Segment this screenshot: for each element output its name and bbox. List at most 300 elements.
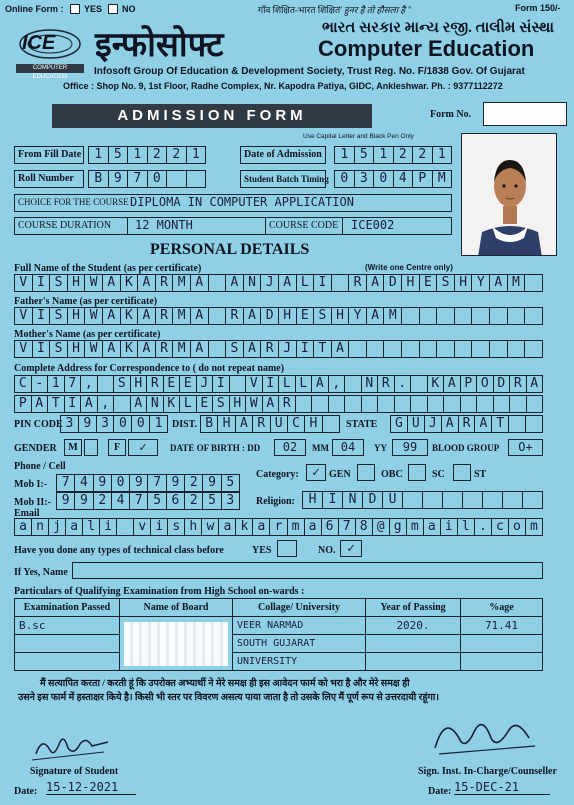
addr2-char: L	[180, 396, 197, 412]
roll-number-char: 9	[109, 171, 129, 187]
incharge-signature	[425, 708, 545, 764]
addr1-char: L	[296, 376, 313, 392]
mob1-label: Mob I:-	[14, 479, 48, 490]
addr1-char: P	[461, 376, 478, 392]
declaration-line-2: उसने इस फार्म में हस्ताक्षर किये है। किसी भी स्तर पर विवरण असत्य पाया जाता है तो उसके लिए मैं पूर्ण रूप से उत्तरदायी रहूंगा।	[18, 693, 439, 703]
university-line-2[interactable]: SOUTH GUJARAT	[233, 635, 366, 653]
mother-char: W	[85, 341, 103, 357]
full-name-char: M	[508, 275, 526, 291]
code-value-divider	[342, 218, 343, 234]
student-date-value[interactable]: 15-12-2021	[46, 780, 136, 795]
dist-char	[323, 416, 339, 432]
addr2-char	[312, 396, 329, 412]
fill-date-digit: 2	[167, 147, 187, 163]
admission-date-digit: 2	[413, 147, 433, 163]
addr2-char: P	[15, 396, 32, 412]
addr2-char	[494, 396, 511, 412]
col-year: Year of Passing	[366, 599, 461, 617]
percentage-cell[interactable]	[461, 635, 543, 653]
admission-date-digit: 1	[437, 147, 446, 162]
full-name-field[interactable]	[14, 274, 543, 292]
state-char	[526, 416, 542, 432]
admission-date-digit: 2	[394, 147, 414, 163]
state-char: A	[475, 416, 492, 432]
mob1-char: 5	[226, 475, 235, 490]
full-name-char: Y	[472, 275, 490, 291]
state-char: R	[459, 416, 476, 432]
exam-passed-cell[interactable]	[15, 635, 120, 653]
incharge-date-value[interactable]: 15-DEC-21	[454, 780, 550, 795]
online-no-checkbox[interactable]	[108, 4, 118, 14]
addr2-char: T	[48, 396, 65, 412]
mother-char: A	[332, 341, 350, 357]
father-char: D	[261, 308, 279, 324]
religion-char: N	[343, 492, 363, 508]
addr2-char	[444, 396, 461, 412]
state-char: U	[408, 416, 425, 432]
roll-number-field[interactable]	[88, 170, 206, 188]
mother-char: A	[138, 341, 156, 357]
online-yes-label: YES	[84, 4, 103, 14]
email-char: i	[100, 519, 117, 535]
mob2-char: 6	[167, 493, 185, 509]
full-name-char: S	[437, 275, 455, 291]
father-char: V	[15, 308, 33, 324]
addr2-char: N	[147, 396, 164, 412]
mother-char	[508, 341, 526, 357]
addr2-char	[411, 396, 428, 412]
state-char: A	[442, 416, 459, 432]
dist-label: DIST.	[172, 419, 198, 430]
full-name-char	[332, 275, 350, 291]
gender-label: GENDER	[14, 443, 57, 454]
dob-dd-field[interactable]: 02	[274, 439, 306, 456]
course-duration-row	[14, 217, 452, 235]
father-char: A	[103, 308, 121, 324]
address-line-1-field[interactable]	[14, 375, 543, 393]
email-char: .	[475, 519, 492, 535]
father-char: A	[244, 308, 262, 324]
university-line-3[interactable]: UNIVERSITY	[233, 653, 366, 671]
state-field[interactable]	[390, 415, 543, 433]
fill-date-digit: 2	[148, 147, 168, 163]
mob2-char: 4	[112, 493, 130, 509]
father-char: E	[297, 308, 315, 324]
batch-timing-char: 3	[355, 171, 375, 187]
addr1-char: 7	[65, 376, 82, 392]
code-divider	[265, 218, 266, 234]
percentage-cell[interactable]: 71.41	[461, 617, 543, 635]
addr2-char	[114, 396, 131, 412]
father-char: A	[367, 308, 385, 324]
percentage-cell[interactable]	[461, 653, 543, 671]
qualification-row	[15, 635, 543, 653]
fill-date-field[interactable]	[88, 146, 206, 164]
email-char: k	[236, 519, 253, 535]
mother-char	[402, 341, 420, 357]
mother-char: V	[15, 341, 33, 357]
mob1-field[interactable]	[56, 474, 240, 492]
addr1-char: R	[147, 376, 164, 392]
admission-date-field[interactable]	[334, 146, 452, 164]
father-char	[402, 308, 420, 324]
mob1-char: 9	[130, 475, 148, 491]
pin-char: 9	[79, 416, 97, 432]
full-name-char: E	[420, 275, 438, 291]
pin-char: 1	[154, 416, 163, 431]
course-choice-label: CHOICE FOR THE COURSE	[18, 197, 129, 207]
student-signature-label: Signature of Student	[30, 766, 119, 777]
father-char: A	[191, 308, 209, 324]
category-obc-checkbox[interactable]	[357, 464, 375, 481]
full-name-char: A	[103, 275, 121, 291]
addr1-char: .	[395, 376, 412, 392]
email-char: 7	[339, 519, 356, 535]
exam-passed-cell[interactable]: B.sc	[15, 617, 120, 635]
full-name-char: S	[50, 275, 68, 291]
student-signature	[28, 728, 118, 764]
category-sc-checkbox[interactable]	[408, 464, 426, 481]
dist-char: A	[236, 416, 253, 432]
dist-char: U	[271, 416, 288, 432]
brand-gujarati: ભારત સરકાર માન્ય રજી. તાલીમ સંસ્થા	[322, 20, 555, 36]
slogan-hindi: " हुनर है तो हौसला है "	[338, 5, 412, 15]
course-choice-value: DIPLOMA IN COMPUTER APPLICATION	[130, 195, 354, 209]
addr2-char: S	[213, 396, 230, 412]
category-obc-label: OBC	[381, 469, 403, 480]
fill-date-label: From Fill Date	[14, 146, 84, 164]
col-exam: Examination Passed	[15, 599, 120, 617]
addr1-char: ,	[329, 376, 346, 392]
email-char: a	[15, 519, 32, 535]
full-name-char: L	[297, 275, 315, 291]
if-yes-field[interactable]	[72, 562, 543, 579]
addr1-char: 1	[48, 376, 65, 392]
father-char	[209, 308, 227, 324]
email-char: 6	[322, 519, 339, 535]
father-char: W	[85, 308, 103, 324]
addr2-char: A	[81, 396, 98, 412]
year-cell[interactable]	[366, 635, 461, 653]
full-name-char: H	[68, 275, 86, 291]
mob1-char: 2	[185, 475, 203, 491]
qualification-table	[14, 598, 543, 671]
email-char: a	[66, 519, 83, 535]
addr2-char	[296, 396, 313, 412]
religion-field[interactable]	[302, 491, 543, 509]
addr2-char	[477, 396, 494, 412]
technical-no-checkbox[interactable]: ✓	[340, 540, 362, 557]
addr1-char: A	[530, 376, 539, 391]
full-name-char: A	[279, 275, 297, 291]
state-char: T	[492, 416, 509, 432]
mob1-char: 0	[112, 475, 130, 491]
father-char: S	[50, 308, 68, 324]
mother-char: A	[244, 341, 262, 357]
full-name-char: M	[173, 275, 191, 291]
fill-date-digit: 1	[89, 147, 109, 163]
addr1-char	[98, 376, 115, 392]
gender-f-option[interactable]: F	[108, 439, 126, 456]
email-char: o	[509, 519, 526, 535]
mob2-char: 2	[185, 493, 203, 509]
incharge-signature-label: Sign. Inst. In-Charge/Counseller	[418, 766, 557, 777]
email-char: w	[202, 519, 219, 535]
addr1-char: E	[180, 376, 197, 392]
university-line-1[interactable]: VEER NARMAD	[233, 617, 366, 635]
student-photo	[461, 133, 557, 256]
state-char: J	[425, 416, 442, 432]
email-label: Email	[14, 508, 40, 519]
mob1-char: 9	[203, 475, 221, 491]
addr1-char: S	[114, 376, 131, 392]
board-cell[interactable]	[120, 617, 233, 671]
category-st-checkbox[interactable]	[453, 464, 471, 481]
mob2-char: 9	[75, 493, 93, 509]
form-price: Form 150/-	[515, 3, 561, 13]
roll-number-label: Roll Number	[14, 170, 84, 188]
mob1-char: 4	[75, 475, 93, 491]
board-redacted	[124, 622, 228, 666]
father-char	[525, 308, 542, 324]
form-no-field[interactable]	[483, 102, 567, 126]
brand-english: Computer Education	[318, 36, 535, 61]
dist-field[interactable]	[200, 415, 340, 433]
email-char: r	[270, 519, 287, 535]
email-field[interactable]	[14, 518, 543, 536]
logo-text: ICE	[22, 32, 56, 54]
full-name-char: N	[244, 275, 262, 291]
category-gen-checkbox[interactable]: ✓	[306, 464, 326, 481]
course-code-label: COURSE CODE	[269, 220, 339, 231]
mother-char	[437, 341, 455, 357]
mob2-field[interactable]	[56, 492, 240, 510]
full-name-char: R	[349, 275, 367, 291]
email-char: l	[458, 519, 475, 535]
batch-timing-label: Student Batch Timing	[240, 170, 326, 188]
full-name-char	[209, 275, 227, 291]
religion-char: D	[363, 492, 383, 508]
addr1-char: J	[197, 376, 214, 392]
course-duration-label: COURSE DURATION	[18, 220, 112, 231]
father-char: H	[68, 308, 86, 324]
email-char: 8	[356, 519, 373, 535]
mob2-label: Mob II:-	[14, 497, 51, 508]
ice-logo	[16, 20, 84, 80]
addr1-char: A	[312, 376, 329, 392]
online-form-label: Online Form :	[5, 4, 64, 14]
technical-yes-label: YES	[252, 545, 272, 556]
duration-divider	[127, 218, 128, 234]
personal-details-heading: PERSONAL DETAILS	[150, 241, 310, 258]
religion-char	[483, 492, 503, 508]
mob2-char: 3	[226, 493, 235, 508]
father-char	[508, 308, 526, 324]
father-char: R	[226, 308, 244, 324]
batch-timing-char: 4	[394, 171, 414, 187]
religion-char	[423, 492, 443, 508]
qualification-row	[15, 653, 543, 671]
gender-m-option[interactable]: M	[64, 439, 82, 456]
email-char: i	[151, 519, 168, 535]
year-cell[interactable]	[366, 653, 461, 671]
batch-timing-field[interactable]	[334, 170, 452, 188]
addr1-char	[411, 376, 428, 392]
course-duration-value[interactable]: 12 MONTH	[135, 218, 193, 232]
course-choice-field[interactable]	[14, 194, 452, 212]
brand-hindi: इन्फोसोफ्ट	[95, 27, 224, 64]
email-char: m	[530, 519, 538, 534]
state-label: STATE	[346, 419, 378, 430]
admission-date-digit: 5	[355, 147, 375, 163]
father-char: M	[173, 308, 191, 324]
father-char	[490, 308, 508, 324]
full-name-char: A	[226, 275, 244, 291]
fill-date-digit: 5	[109, 147, 129, 163]
pin-code-field[interactable]	[60, 415, 168, 433]
addr1-char: ,	[81, 376, 98, 392]
religion-char	[523, 492, 542, 508]
mother-name-field[interactable]	[14, 340, 543, 358]
office-line: Office : Shop No. 9, 1st Floor, Radhe Complex, Nr. Kapodra Patiya, GIDC, Ankleshwar. Ph. : 9377112272	[63, 81, 503, 91]
addr1-char: I	[213, 376, 230, 392]
mother-char: I	[297, 341, 315, 357]
mother-char: I	[33, 341, 51, 357]
batch-timing-char: M	[437, 171, 446, 186]
student-date-label: Date:	[14, 786, 38, 797]
father-char: M	[384, 308, 402, 324]
roll-number-char	[167, 171, 187, 187]
addr2-char	[345, 396, 362, 412]
gender-m-checkbox[interactable]	[84, 439, 98, 456]
religion-char	[403, 492, 423, 508]
father-char: R	[156, 308, 174, 324]
addr2-char: E	[197, 396, 214, 412]
student-portrait	[462, 134, 557, 256]
religion-char	[443, 492, 463, 508]
email-char: s	[168, 519, 185, 535]
dob-mm-field[interactable]: 04	[332, 439, 364, 456]
addr2-char: A	[32, 396, 49, 412]
full-name-char: I	[314, 275, 332, 291]
mother-name-label: Mother's Name (as per certificate)	[14, 329, 161, 340]
declaration-line-1: मैं सत्यापित करता / करती हूं कि उपरोक्त अभ्यार्थी ने मेरे समक्ष ही इस आवेदन फार्म को भरा है और मेरे समक्ष ही	[40, 679, 410, 689]
year-cell[interactable]: 2020.	[366, 617, 461, 635]
dob-yy-field[interactable]: 99	[392, 439, 428, 456]
addr1-char: N	[362, 376, 379, 392]
capital-note: Use Capital Letter and Black Pen Only	[303, 133, 414, 140]
mob2-char: 5	[203, 493, 221, 509]
gender-f-checkbox[interactable]: ✓	[128, 439, 158, 456]
religion-char	[463, 492, 483, 508]
full-name-char: R	[156, 275, 174, 291]
dist-char: H	[305, 416, 322, 432]
mother-char	[490, 341, 508, 357]
roll-number-char: 7	[128, 171, 148, 187]
category-label: Category:	[256, 469, 299, 480]
full-name-char: A	[191, 275, 209, 291]
father-char: Y	[349, 308, 367, 324]
batch-timing-char: 0	[335, 171, 355, 187]
address-line-2-field[interactable]	[14, 395, 543, 413]
incharge-date-label: Date:	[428, 786, 452, 797]
father-char: H	[279, 308, 297, 324]
religion-char: I	[323, 492, 343, 508]
addr2-char	[395, 396, 412, 412]
mother-char: S	[50, 341, 68, 357]
email-char: m	[288, 519, 305, 535]
online-yes-checkbox[interactable]	[70, 4, 80, 14]
course-code-value[interactable]: ICE002	[351, 218, 395, 232]
religion-char: U	[383, 492, 403, 508]
mother-char: S	[226, 341, 244, 357]
mother-char	[367, 341, 385, 357]
blood-group-field[interactable]: O+	[508, 439, 543, 456]
exam-passed-cell[interactable]	[15, 653, 120, 671]
addr1-char: I	[263, 376, 280, 392]
addr2-char: A	[263, 396, 280, 412]
technical-yes-checkbox[interactable]	[277, 540, 297, 557]
mother-char: A	[191, 341, 209, 357]
addr1-char	[230, 376, 247, 392]
admission-date-label: Date of Admission	[240, 146, 326, 164]
state-char: G	[391, 416, 408, 432]
mother-char: H	[68, 341, 86, 357]
if-yes-label: If Yes, Name	[14, 567, 68, 578]
roll-number-char: 0	[148, 171, 168, 187]
col-percentage: %age	[461, 599, 543, 617]
addr2-char: A	[131, 396, 148, 412]
addr1-char: V	[246, 376, 263, 392]
email-char: v	[134, 519, 151, 535]
addr1-char: C	[15, 376, 32, 392]
roll-number-char: B	[89, 171, 109, 187]
email-char: m	[407, 519, 424, 535]
mob2-char: 7	[130, 493, 148, 509]
religion-char	[503, 492, 523, 508]
mother-char: A	[103, 341, 121, 357]
email-char: @	[373, 519, 390, 535]
pin-char: 0	[132, 416, 150, 432]
father-char: S	[314, 308, 332, 324]
addr2-char: R	[279, 396, 296, 412]
father-name-field[interactable]	[14, 307, 543, 325]
mother-char	[420, 341, 438, 357]
religion-label: Religion:	[256, 496, 295, 507]
religion-char: H	[303, 492, 323, 508]
addr2-char	[527, 396, 543, 412]
full-name-char: W	[85, 275, 103, 291]
full-name-char: A	[367, 275, 385, 291]
mother-char: R	[156, 341, 174, 357]
category-st-label: ST	[474, 469, 487, 480]
full-name-char	[525, 275, 542, 291]
email-char: j	[49, 519, 66, 535]
mother-char: R	[261, 341, 279, 357]
father-char	[472, 308, 490, 324]
batch-timing-char: 0	[374, 171, 394, 187]
state-char	[509, 416, 526, 432]
mother-char	[209, 341, 227, 357]
mob2-char: 9	[57, 493, 75, 509]
addr2-char: W	[246, 396, 263, 412]
phone-label: Phone / Cell	[14, 461, 66, 472]
addr2-char	[510, 396, 527, 412]
col-board: Name of Board	[120, 599, 233, 617]
address-label: Complete Address for Correspondence to ( do not repeat name)	[14, 363, 285, 374]
mother-char	[525, 341, 542, 357]
full-name-char: K	[121, 275, 139, 291]
